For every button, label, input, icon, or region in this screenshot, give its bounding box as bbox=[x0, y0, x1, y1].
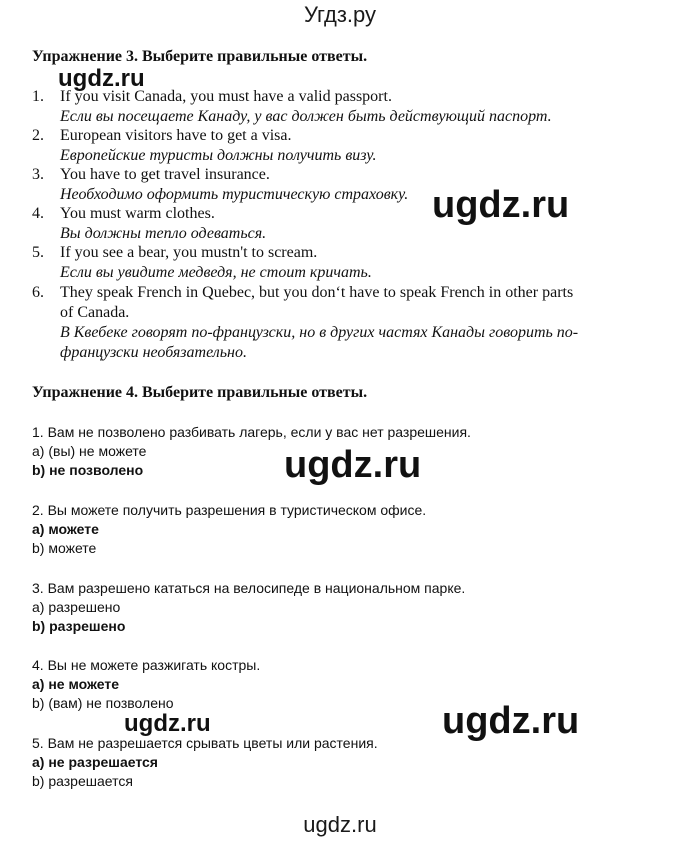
question: 4. Вы не можете разжигать костры. bbox=[32, 657, 261, 673]
item-number: 1. bbox=[32, 88, 44, 105]
answer-option-a: a) разрешено bbox=[32, 599, 121, 615]
russian-translation: Вы должны тепло одеваться. bbox=[60, 225, 267, 242]
watermark: ugdz.ru bbox=[442, 700, 580, 742]
item-number: 3. bbox=[32, 166, 44, 183]
item-number: 6. bbox=[32, 284, 44, 301]
exercise-4-title: Упражнение 4. Выберите правильные ответы. bbox=[32, 384, 368, 401]
english-sentence: You have to get travel insurance. bbox=[60, 166, 270, 183]
answer-option-b: b) можете bbox=[32, 540, 97, 556]
watermark: ugdz.ru bbox=[432, 184, 570, 226]
answer-option-b-correct: b) не позволено bbox=[32, 462, 144, 478]
english-sentence: If you visit Canada, you must have a valid passport. bbox=[60, 88, 392, 105]
answer-option-b: b) разрешается bbox=[32, 773, 133, 789]
item-number: 5. bbox=[32, 244, 44, 261]
item-number: 4. bbox=[32, 205, 44, 222]
russian-translation: Если вы посещаете Канаду, у вас должен быть действующий паспорт. bbox=[60, 108, 552, 125]
exercise-3-title: Упражнение 3. Выберите правильные ответы. bbox=[32, 48, 368, 65]
english-sentence: European visitors have to get a visa. bbox=[60, 127, 292, 144]
answer-option-a-correct: a) можете bbox=[32, 521, 99, 537]
question: 2. Вы можете получить разрешения в туристическом офисе. bbox=[32, 502, 427, 518]
russian-translation: Европейские туристы должны получить визу. bbox=[60, 147, 377, 164]
english-sentence: They speak French in Quebec, but you don‘t have to speak French in other parts bbox=[60, 284, 574, 301]
site-footer: ugdz.ru bbox=[303, 812, 377, 837]
answer-option-a: a) (вы) не можете bbox=[32, 443, 147, 459]
answer-option-b-correct: b) разрешено bbox=[32, 618, 126, 634]
answer-option-a-correct: a) не разрешается bbox=[32, 754, 158, 770]
watermark: ugdz.ru bbox=[284, 444, 422, 486]
watermark: ugdz.ru bbox=[58, 65, 145, 92]
watermark: ugdz.ru bbox=[124, 710, 211, 737]
answer-option-b: b) (вам) не позволено bbox=[32, 695, 174, 711]
russian-translation: Необходимо оформить туристическую страховку. bbox=[60, 186, 409, 203]
english-sentence: If you see a bear, you mustn't to scream. bbox=[60, 244, 318, 261]
item-number: 2. bbox=[32, 127, 44, 144]
question: 1. Вам не позволено разбивать лагерь, если у вас нет разрешения. bbox=[32, 424, 471, 440]
answer-option-a-correct: a) не можете bbox=[32, 676, 119, 692]
question: 5. Вам не разрешается срывать цветы или растения. bbox=[32, 735, 378, 751]
russian-translation: Если вы увидите медведя, не стоит кричать. bbox=[60, 264, 372, 281]
english-sentence-continued: of Canada. bbox=[60, 304, 130, 321]
site-header: Угдз.ру bbox=[303, 2, 377, 27]
english-sentence: You must warm clothes. bbox=[60, 205, 215, 222]
question: 3. Вам разрешено кататься на велосипеде в национальном парке. bbox=[32, 580, 466, 596]
russian-translation-continued: французски необязательно. bbox=[60, 344, 247, 361]
russian-translation: В Квебеке говорят по-французски, но в других частях Канады говорить по- bbox=[60, 324, 579, 341]
